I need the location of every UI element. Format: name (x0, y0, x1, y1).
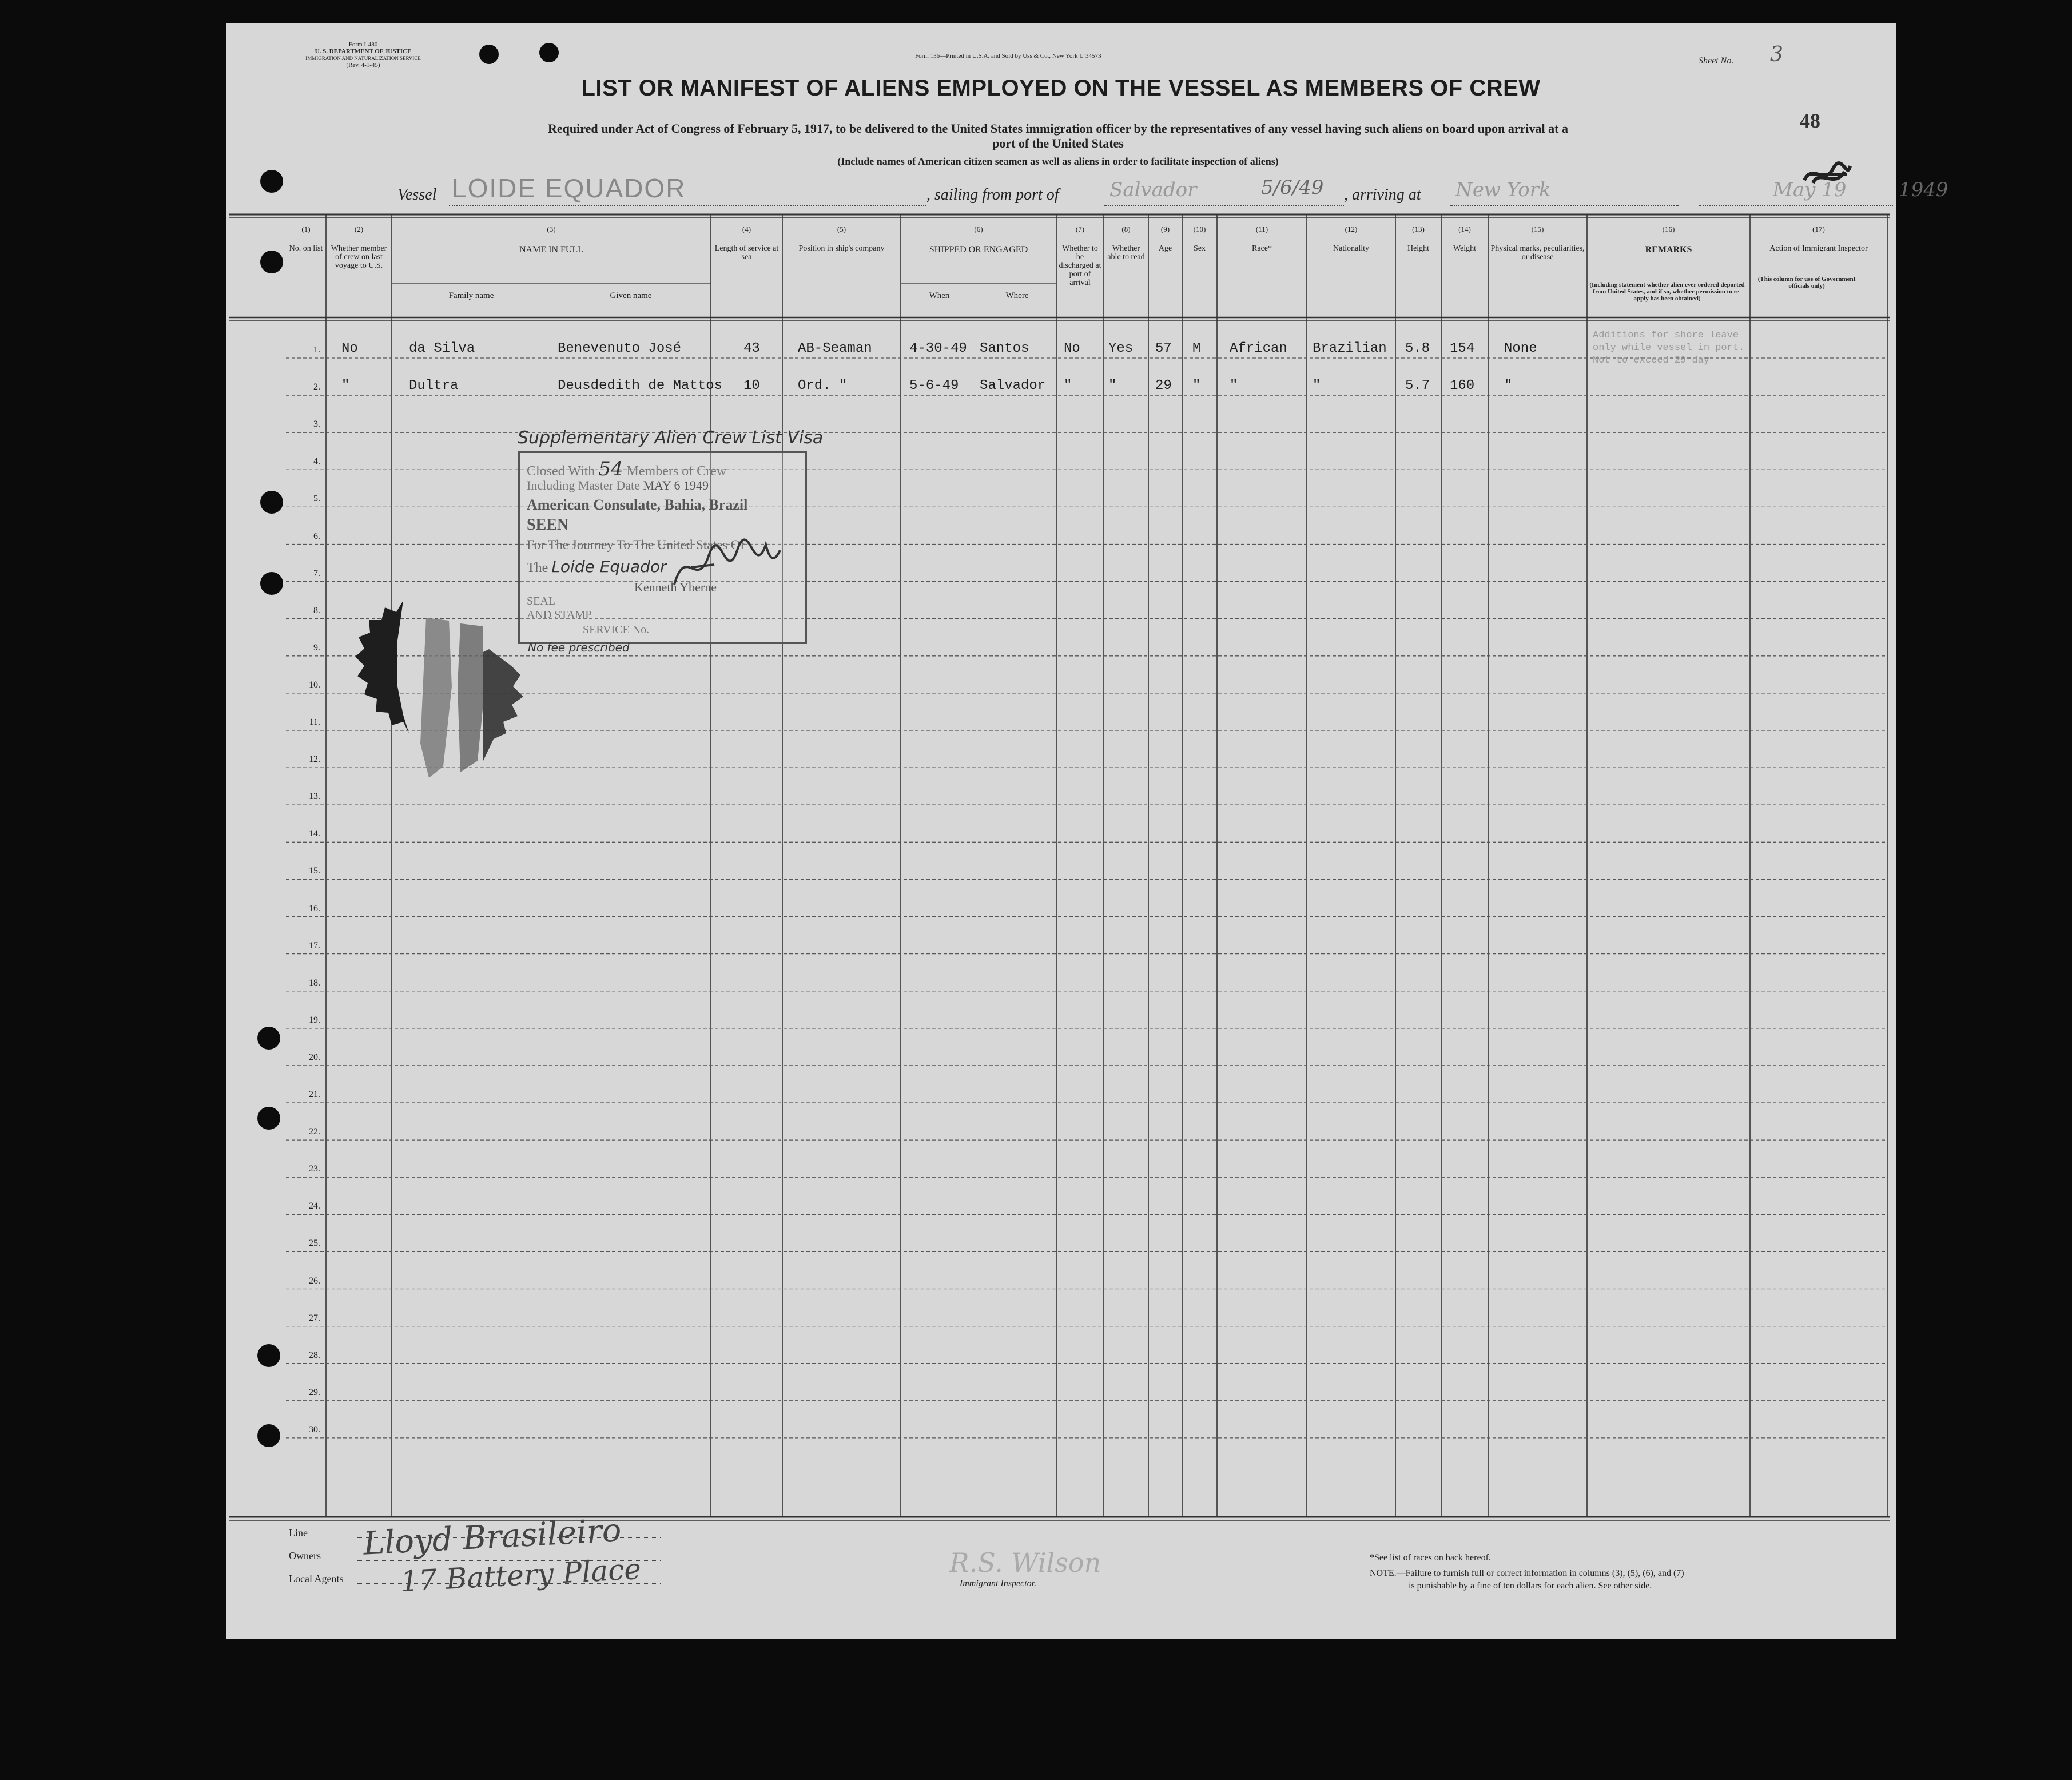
line-label: Line (289, 1527, 308, 1539)
printer-line: Form 136—Printed in U.S.A. and Sold by Uss & Co., New York U 34573 (915, 53, 1101, 59)
crew-age: 29 (1155, 378, 1172, 394)
crew-marks: None (1504, 341, 1537, 356)
arrival-date: May 19 (1773, 178, 1847, 201)
row-number: 15. (309, 866, 320, 876)
crew-nationality: Brazilian (1313, 341, 1387, 356)
column-number: (7) (1075, 225, 1085, 233)
crew-service: 10 (743, 378, 760, 394)
crew-weight: 160 (1450, 378, 1475, 394)
row-number: 11. (309, 717, 320, 727)
column-label: Race* (1252, 244, 1272, 253)
note-text-2: is punishable by a fine of ten dollars for each alien. See other side. (1409, 1581, 1652, 1591)
column-header-12 (1307, 225, 1395, 253)
crew-last-voyage: No (341, 341, 358, 356)
note-label: NOTE. (1370, 1568, 1397, 1578)
stamp-including: Including Master (527, 478, 613, 492)
column-header-2 (326, 225, 392, 270)
sailing-port: Salvador (1109, 178, 1197, 201)
column-number: (11) (1255, 225, 1268, 233)
column-label: NAME IN FULL (519, 245, 583, 255)
column-label: Length of service at sea (714, 244, 779, 261)
vessel-label: Vessel (397, 186, 437, 204)
column-header-1 (286, 225, 326, 253)
sheet-number: 3 (1770, 43, 1783, 66)
consul-signature-icon (669, 533, 783, 596)
page-title: LIST OR MANIFEST OF ALIENS EMPLOYED ON THE VESSEL AS MEMBERS OF CREW (581, 76, 1541, 101)
column-header-6 (901, 225, 1056, 254)
column-number: (6) (974, 225, 983, 233)
row-number: 17. (309, 940, 320, 951)
arrival-year: 1949 (1899, 178, 1948, 201)
column-label: Weight (1453, 244, 1477, 253)
row-number: 26. (309, 1276, 320, 1286)
column-header-7 (1056, 225, 1104, 287)
crew-last-voyage: " (341, 378, 350, 394)
crew-nationality: " (1313, 378, 1321, 394)
row-number: 29. (309, 1387, 320, 1397)
column-number: (3) (547, 225, 556, 233)
races-note: *See list of races on back hereof. (1370, 1553, 1491, 1563)
agent-address: 17 Battery Place (399, 1552, 642, 1598)
crew-position: AB-Seaman (798, 341, 872, 356)
column-number: (9) (1160, 225, 1170, 233)
column-number: (8) (1121, 225, 1131, 233)
stamp-fee-note: No fee prescribed (528, 641, 630, 654)
subtitle-port: port of the United States (992, 136, 1124, 150)
column-number: (15) (1531, 225, 1544, 233)
column-number: (2) (354, 225, 364, 233)
seal-icon (312, 572, 529, 812)
column-header-15 (1488, 225, 1587, 261)
row-number: 2. (313, 382, 320, 392)
note-text-1: —Failure to furnish full or correct information in columns (3), (5), (6), and (7) (1396, 1568, 1684, 1578)
column-number: (13) (1412, 225, 1425, 233)
given-name-header: Given name (610, 291, 652, 300)
row-number: 22. (309, 1127, 320, 1137)
row-number: 5. (313, 494, 320, 504)
column-header-10 (1182, 225, 1217, 253)
stamp-members: Members of Crew (626, 464, 727, 479)
stamp-seal: SEAL (527, 595, 555, 607)
stamp-date-label: Date (616, 478, 640, 492)
column-header-17 (1750, 225, 1887, 253)
row-number: 8. (313, 605, 320, 615)
stamp-consul-name: Kenneth (634, 580, 677, 594)
column-number: (10) (1193, 225, 1206, 233)
sailing-label: , sailing from port of (926, 186, 1059, 204)
column-label: Whether member of crew on last voyage to U.S. (331, 244, 387, 270)
stamp-the: The (527, 561, 548, 575)
row-number: 28. (309, 1350, 320, 1360)
row-number: 25. (309, 1238, 320, 1249)
row-number: 13. (309, 792, 320, 802)
page-mark: 48 (1800, 109, 1820, 132)
row-number: 4. (313, 456, 320, 467)
stamp-crew-count: 54 (598, 458, 623, 480)
stamp-seal-stamp: AND STAMP (527, 609, 592, 621)
crew-service: 43 (743, 341, 760, 356)
column-header-11 (1217, 225, 1307, 253)
stamp-service-no: SERVICE No. (583, 623, 650, 636)
subtitle-include: (Include names of American citizen seamen as well as aliens in order to facilitate inspection of aliens) (837, 156, 1279, 167)
consulate-stamp (518, 451, 807, 644)
crew-read: " (1108, 378, 1117, 394)
column-label: REMARKS (1645, 245, 1692, 255)
column-label: Sex (1194, 244, 1206, 253)
vessel-name: LOIDE EQUADOR (452, 173, 686, 203)
column-label: Position in ship's company (798, 244, 885, 253)
column-label: Whether able to read (1107, 244, 1145, 261)
stamp-consul-surname: Yberne (679, 580, 717, 594)
where-header: Where (1005, 291, 1029, 300)
row-number: 7. (313, 568, 320, 578)
column-header-4 (711, 225, 782, 261)
crew-where: Salvador (980, 378, 1046, 394)
crew-sex: M (1192, 341, 1201, 356)
arriving-port: New York (1455, 178, 1551, 201)
column-header-13 (1395, 225, 1441, 253)
form-number: Form I-480 (348, 41, 378, 48)
row-number: 1. (313, 345, 320, 355)
manifest-sheet (226, 23, 1948, 1639)
row-number: 23. (309, 1164, 320, 1174)
row-number: 19. (309, 1015, 320, 1025)
row-number: 3. (313, 419, 320, 430)
column-number: (5) (837, 225, 846, 233)
row-number: 21. (309, 1090, 320, 1099)
crew-family: Dultra (409, 378, 459, 394)
agents-label: Local Agents (289, 1573, 344, 1584)
subtitle-act: Required under Act of Congress of February 5, 1917, to be delivered to the United States immigration officer by the representatives of any vessel having such aliens on board upon arrival at a (548, 121, 1568, 136)
column-label: SHIPPED OR ENGAGED (929, 245, 1028, 255)
stamp-ship-name: Loide Equador (551, 557, 667, 576)
action-note: (This column for use of Government officials only) (1757, 276, 1856, 289)
crew-marks: " (1504, 378, 1513, 394)
handwritten-visa-note: Supplementary Alien Crew List Visa (518, 428, 824, 448)
inspector-label: Immigrant Inspector. (959, 1579, 1037, 1588)
department: U. S. DEPARTMENT OF JUSTICE (315, 48, 412, 55)
column-number: (16) (1662, 225, 1675, 233)
stamp-seen: SEEN (527, 516, 569, 534)
arriving-label: , arriving at (1344, 186, 1421, 204)
crew-given: Benevenuto José (558, 341, 682, 356)
row-number: 6. (313, 531, 320, 541)
fine-note (1370, 1568, 1684, 1579)
sheet-label: Sheet No. (1699, 56, 1734, 66)
row-number: 27. (309, 1313, 320, 1323)
row-number: 24. (309, 1201, 320, 1211)
column-number: (17) (1812, 225, 1825, 233)
revision: (Rev. 4-1-45) (346, 62, 380, 69)
stamp-closed-with: Closed With (527, 464, 595, 479)
remarks-text: Additions for shore leave only while vessel in port. Not to exceed 29 day (1593, 330, 1745, 366)
crew-sex: " (1192, 378, 1201, 394)
column-label: Height (1407, 244, 1430, 253)
crew-discharged: " (1064, 378, 1072, 394)
crew-discharged: No (1064, 341, 1080, 356)
stamp-journey: For The Journey To The United States Of (527, 538, 745, 552)
family-name-header: Family name (448, 291, 494, 300)
column-header-14 (1441, 225, 1488, 253)
column-label: Action of Immigrant Inspector (1769, 244, 1868, 253)
inspector-signature: R.S. Wilson (949, 1547, 1101, 1578)
crew-family: da Silva (409, 341, 475, 356)
column-number: (4) (742, 225, 751, 233)
column-label: Physical marks, peculiarities, or disease (1490, 244, 1585, 261)
column-header-9 (1148, 225, 1182, 253)
agent-signature: Lloyd Brasileiro (362, 1512, 622, 1563)
crew-weight: 154 (1450, 341, 1475, 356)
column-number: (1) (301, 225, 311, 233)
column-label: Age (1158, 244, 1172, 253)
row-number: 14. (309, 829, 320, 839)
column-number: (12) (1345, 225, 1358, 233)
row-number: 20. (309, 1052, 320, 1062)
row-number: 9. (313, 642, 320, 653)
column-header-3 (392, 225, 711, 254)
column-label: Whether to be discharged at port of arrival (1059, 244, 1101, 287)
crew-position: Ord. " (798, 378, 848, 394)
crew-where: Santos (980, 341, 1029, 356)
sailing-date: 5/6/49 (1261, 176, 1324, 199)
crew-race: " (1230, 378, 1238, 394)
column-header-5 (782, 225, 901, 253)
row-number: 10. (309, 680, 320, 690)
column-header-16 (1587, 225, 1750, 254)
stamp-consulate: American Consulate, Bahia, Brazil (527, 496, 748, 513)
crew-height: 5.7 (1405, 378, 1430, 394)
row-number: 16. (309, 903, 320, 913)
column-number: (14) (1458, 225, 1471, 233)
crew-when: 4-30-49 (909, 341, 967, 356)
column-header-8 (1104, 225, 1148, 261)
crew-given: Deusdedith de Mattos (558, 378, 723, 394)
crew-race: African (1230, 341, 1287, 356)
crew-read: Yes (1108, 341, 1134, 356)
row-number: 30. (309, 1424, 320, 1435)
stamp-date: MAY 6 1949 (643, 478, 709, 492)
when-header: When (929, 291, 950, 300)
crew-age: 57 (1155, 341, 1172, 356)
row-number: 18. (309, 978, 320, 988)
column-label: Nationality (1333, 244, 1369, 253)
owners-label: Owners (289, 1550, 321, 1562)
column-label: No. on list (289, 244, 323, 253)
remarks-note: (Including statement whether alien ever ordered deported from United States, and if so, whether permission to re-apply has been obtained) (1589, 281, 1745, 302)
service-name: IMMIGRATION AND NATURALIZATION SERVICE (305, 55, 421, 61)
row-number: 12. (309, 754, 320, 765)
crew-height: 5.8 (1405, 341, 1430, 356)
crew-when: 5-6-49 (909, 378, 959, 394)
